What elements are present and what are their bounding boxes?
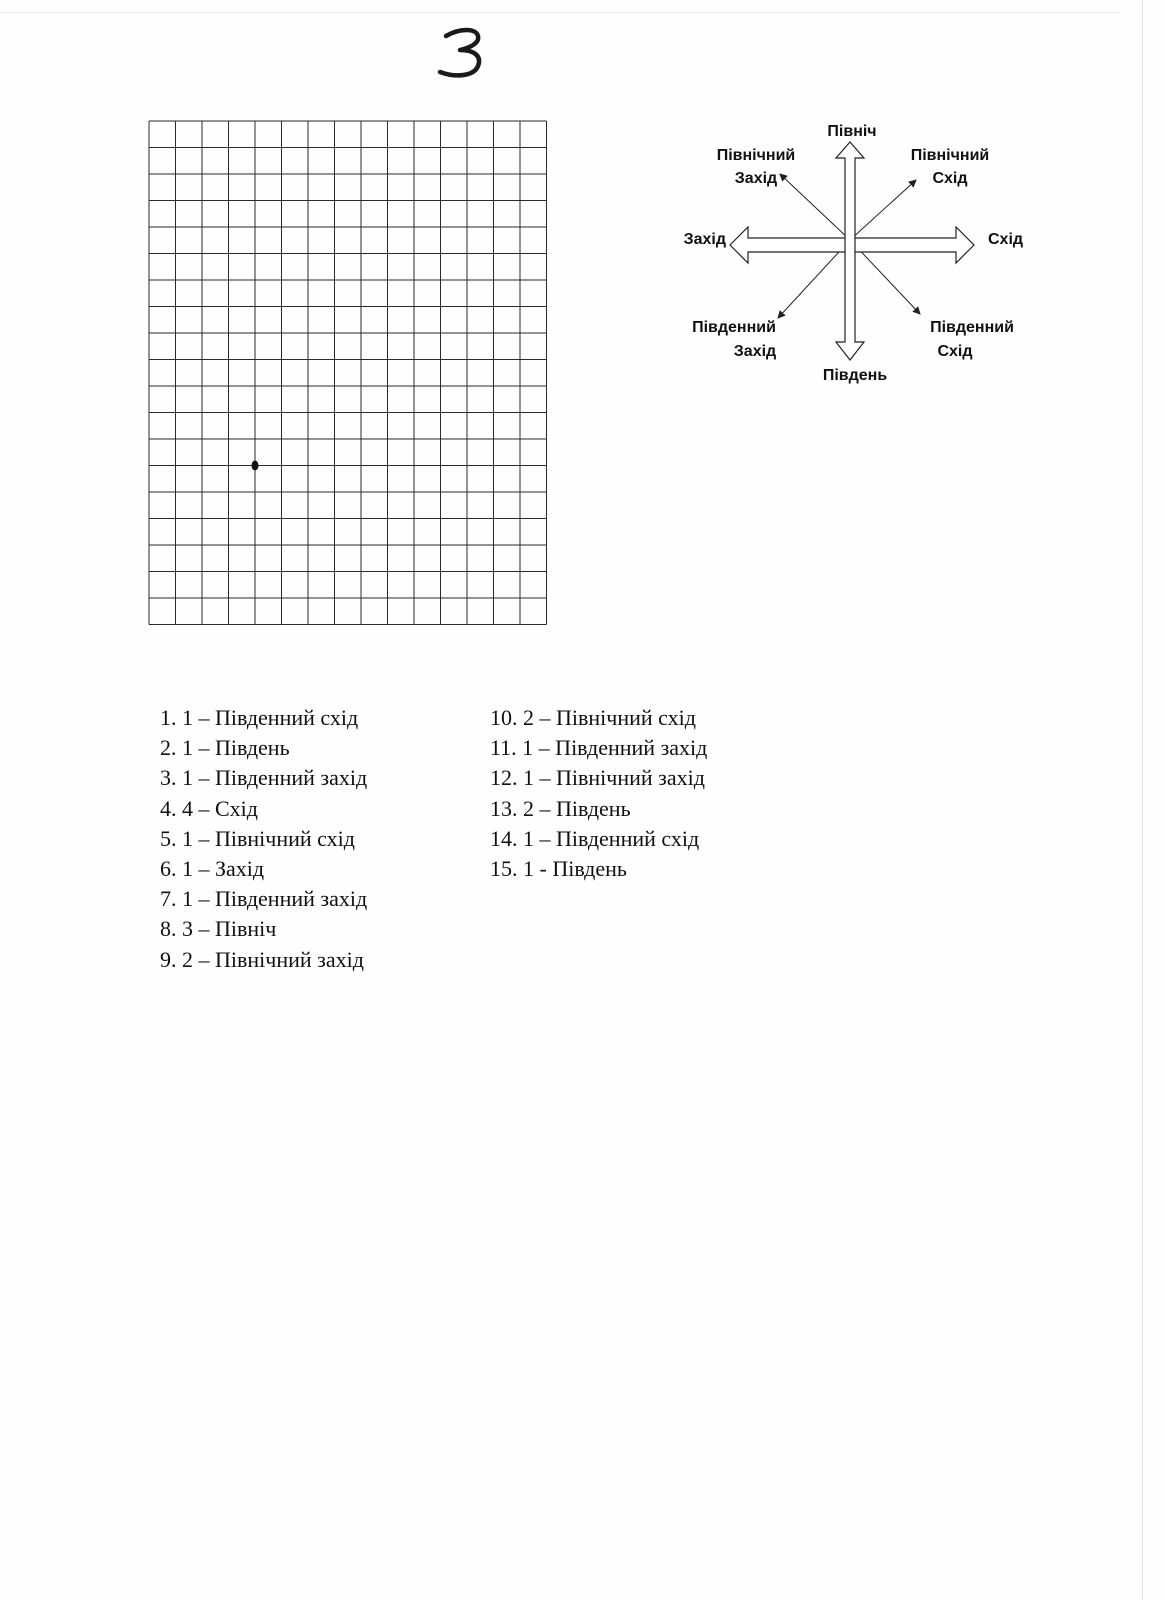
compass-diagram bbox=[680, 112, 1060, 392]
instruction-step: 3. 1 – Південний захід bbox=[160, 765, 368, 791]
instruction-step: 9. 2 – Північний захід bbox=[160, 946, 364, 972]
label-southeast-2: Схід bbox=[937, 343, 973, 360]
scan-edge bbox=[1142, 0, 1143, 1600]
label-south: Південь bbox=[822, 367, 888, 384]
grid-canvas[interactable] bbox=[148, 120, 548, 626]
handwritten-page-number bbox=[420, 14, 510, 84]
instruction-step: 7. 1 – Південний захід bbox=[160, 886, 368, 912]
instruction-step: 11. 1 – Південний захід bbox=[490, 735, 708, 761]
page-number bbox=[420, 14, 510, 84]
instruction-step: 14. 1 – Південний схід bbox=[490, 825, 700, 851]
instruction-step: 8. 3 – Північ bbox=[160, 916, 277, 942]
label-northeast-2: Схід bbox=[932, 170, 968, 187]
instruction-step: 13. 2 – Південь bbox=[490, 795, 631, 821]
instruction-step: 5. 1 – Північний схід bbox=[160, 825, 355, 851]
label-northwest-1: Північний bbox=[716, 147, 796, 164]
start-point-dot bbox=[252, 461, 259, 471]
label-southwest-1: Південний bbox=[692, 319, 776, 336]
label-northwest-2: Захід bbox=[734, 170, 778, 187]
label-southwest-2: Захід bbox=[733, 343, 777, 360]
label-southeast-1: Південний bbox=[930, 319, 1014, 336]
drawing-grid[interactable] bbox=[148, 120, 548, 626]
northwest-arrow bbox=[780, 174, 850, 240]
label-west: Захід bbox=[683, 231, 726, 248]
instruction-step: 2. 1 – Південь bbox=[160, 735, 290, 761]
compass-rose bbox=[680, 112, 1060, 392]
instruction-step: 15. 1 - Південь bbox=[490, 856, 627, 882]
label-north: Північ bbox=[827, 123, 877, 140]
scan-edge bbox=[0, 12, 1120, 13]
instruction-step: 4. 4 – Схід bbox=[160, 795, 258, 821]
instruction-step: 10. 2 – Північний схід bbox=[490, 705, 696, 730]
label-northeast-1: Північний bbox=[910, 147, 990, 164]
label-east: Схід bbox=[988, 231, 1024, 248]
northeast-arrow bbox=[850, 180, 916, 240]
instructions-left-column bbox=[160, 703, 367, 975]
instruction-step: 1. 1 – Південний схід bbox=[160, 705, 359, 730]
instruction-step: 12. 1 – Північний захід bbox=[490, 765, 705, 791]
instructions-right-column bbox=[490, 703, 707, 884]
instruction-step: 6. 1 – Захід bbox=[160, 856, 265, 882]
